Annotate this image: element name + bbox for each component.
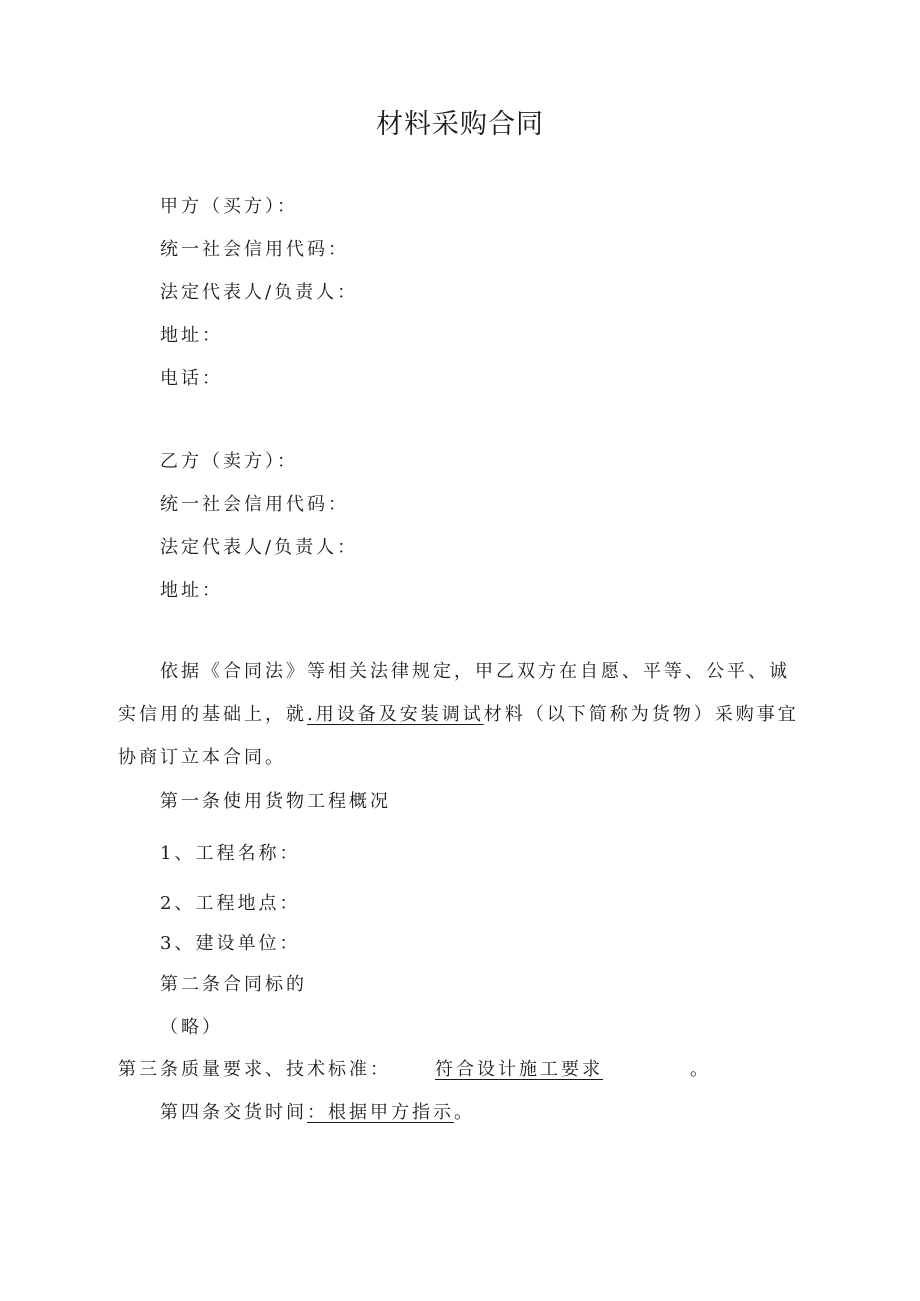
preamble-text-2: 材料（以下简称为货物）采购事宜协商订立本合同。 xyxy=(118,704,799,768)
article-4-value: ：根据甲方指示 xyxy=(307,1102,454,1123)
article-3-value: 符合设计施工要求 xyxy=(435,1059,603,1080)
party-a-credit-code: 统一社会信用代码： xyxy=(160,239,349,260)
article-1-item-project-name: 1、工程名称： xyxy=(160,843,301,864)
document-title: 材料采购合同 xyxy=(376,109,544,140)
article-2-heading: 第二条合同标的 xyxy=(160,974,307,995)
article-4-line xyxy=(160,1101,475,1125)
article-4-label: 第四条交货时间 xyxy=(160,1102,307,1123)
preamble-paragraph xyxy=(118,650,808,779)
party-b-credit-code: 统一社会信用代码： xyxy=(160,494,349,515)
party-b-label: 乙方（卖方）： xyxy=(160,451,298,472)
party-a-legal-rep: 法定代表人/负责人： xyxy=(160,282,359,303)
preamble-underlined-scope: .用设备及安装调试 xyxy=(307,704,484,725)
preamble-text-1: 依据《合同法》等相关法律规定，甲乙双方在自愿、平等、公平、诚实信用的基础上，就 xyxy=(118,661,790,725)
article-1-item-builder: 3、建设单位： xyxy=(160,933,301,954)
article-2-note: （略） xyxy=(160,1017,223,1038)
party-b-legal-rep: 法定代表人/负责人： xyxy=(160,537,359,558)
article-1-heading: 第一条使用货物工程概况 xyxy=(160,791,391,812)
article-3-label: 第三条质量要求、技术标准： xyxy=(118,1059,391,1080)
article-3-end: 。 xyxy=(690,1059,711,1080)
party-a-address: 地址： xyxy=(160,325,223,346)
party-b-address: 地址： xyxy=(160,580,223,601)
party-a-label: 甲方（买方）： xyxy=(160,196,298,217)
party-a-phone: 电话： xyxy=(160,368,223,389)
article-4-end: 。 xyxy=(454,1102,475,1123)
article-1-item-project-site: 2、工程地点： xyxy=(160,893,301,914)
